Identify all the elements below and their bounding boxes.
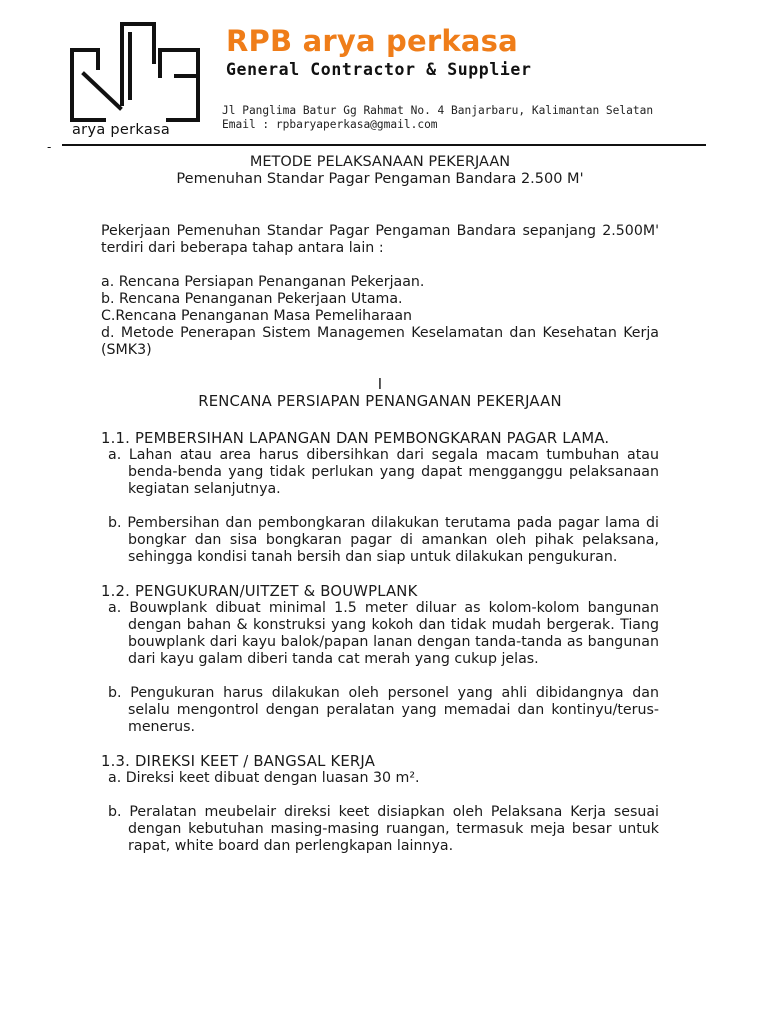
section-item: b. Peralatan meubelair direksi keet disiapkan oleh Pelaksana Kerja sesuai dengan kebutuhan masing-masing ruangan, termasuk meja besar untuk rapat, white board dan perlengkapan lainnya. (108, 804, 659, 854)
stage-item: C.Rencana Penanganan Masa Pemeliharaan (101, 308, 413, 324)
stage-item: b. Rencana Penanganan Pekerjaan Utama. (101, 291, 403, 307)
section-item: a. Bouwplank dibuat minimal 1.5 meter diluar as kolom-kolom bangunan dengan bahan & konstruksi yang kokoh dan tidak mudah bergerak. Tiang bouwplank dari kayu balok/papan lanan dengan tanda-tanda as bangunan dari kayu galam diberi tanda cat merah yang cukup jelas. (108, 600, 659, 667)
section-heading: 1.3. DIREKSI KEET / BANGSAL KERJA (101, 753, 376, 770)
section-heading: 1.2. PENGUKURAN/UITZET & BOUWPLANK (101, 583, 418, 600)
email-line: Email : rpbaryaperkasa@gmail.com (222, 118, 438, 131)
chapter-number: I (377, 376, 383, 393)
company-address (222, 104, 653, 132)
document-body (101, 152, 659, 855)
logo-text: arya perkasa (72, 122, 171, 138)
stage-item: d. Metode Penerapan Sistem Managemen Keselamatan dan Kesehatan Kerja (SMK3) (101, 325, 659, 358)
stage-item: a. Rencana Persiapan Penanganan Pekerjaan. (101, 274, 425, 290)
document-title: METODE PELAKSANAAN PEKERJAAN (249, 154, 511, 170)
section-item: b. Pengukuran harus dilakukan oleh personel yang ahli dibidangnya dan selalu mengontrol dengan peralatan yang memadai dan kontinyu/terus-menerus. (108, 685, 659, 735)
section-item: a. Direksi keet dibuat dengan luasan 30 m². (108, 770, 420, 786)
header-divider (62, 144, 706, 146)
document-subtitle: Pemenuhan Standar Pagar Pengaman Bandara 2.500 M' (176, 171, 584, 187)
address-line: Jl Panglima Batur Gg Rahmat No. 4 Banjarbaru, Kalimantan Selatan (222, 104, 654, 117)
dash-mark: - (47, 140, 52, 154)
company-name: RPB arya perkasa (226, 24, 518, 58)
section-heading: 1.1. PEMBERSIHAN LAPANGAN DAN PEMBONGKARAN PAGAR LAMA. (101, 430, 610, 447)
section-item: b. Pembersihan dan pembongkaran dilakukan terutama pada pagar lama di bongkar dan sisa bongkaran pagar di amankan oleh pihak pelaksana, sehingga kondisi tanah bersih dan siap untuk dilakukan pengukuran. (108, 515, 659, 565)
chapter-title: RENCANA PERSIAPAN PENANGANAN PEKERJAAN (198, 393, 562, 410)
company-tagline: General Contractor & Supplier (226, 60, 532, 79)
intro-paragraph: Pekerjaan Pemenuhan Standar Pagar Pengaman Bandara sepanjang 2.500M' terdiri dari beberapa tahap antara lain : (101, 223, 659, 256)
section-item: a. Lahan atau area harus dibersihkan dari segala macam tumbuhan atau benda-benda yang tidak perlukan yang dapat mengganggu pelaksanaan kegiatan selanjutnya. (108, 447, 659, 497)
